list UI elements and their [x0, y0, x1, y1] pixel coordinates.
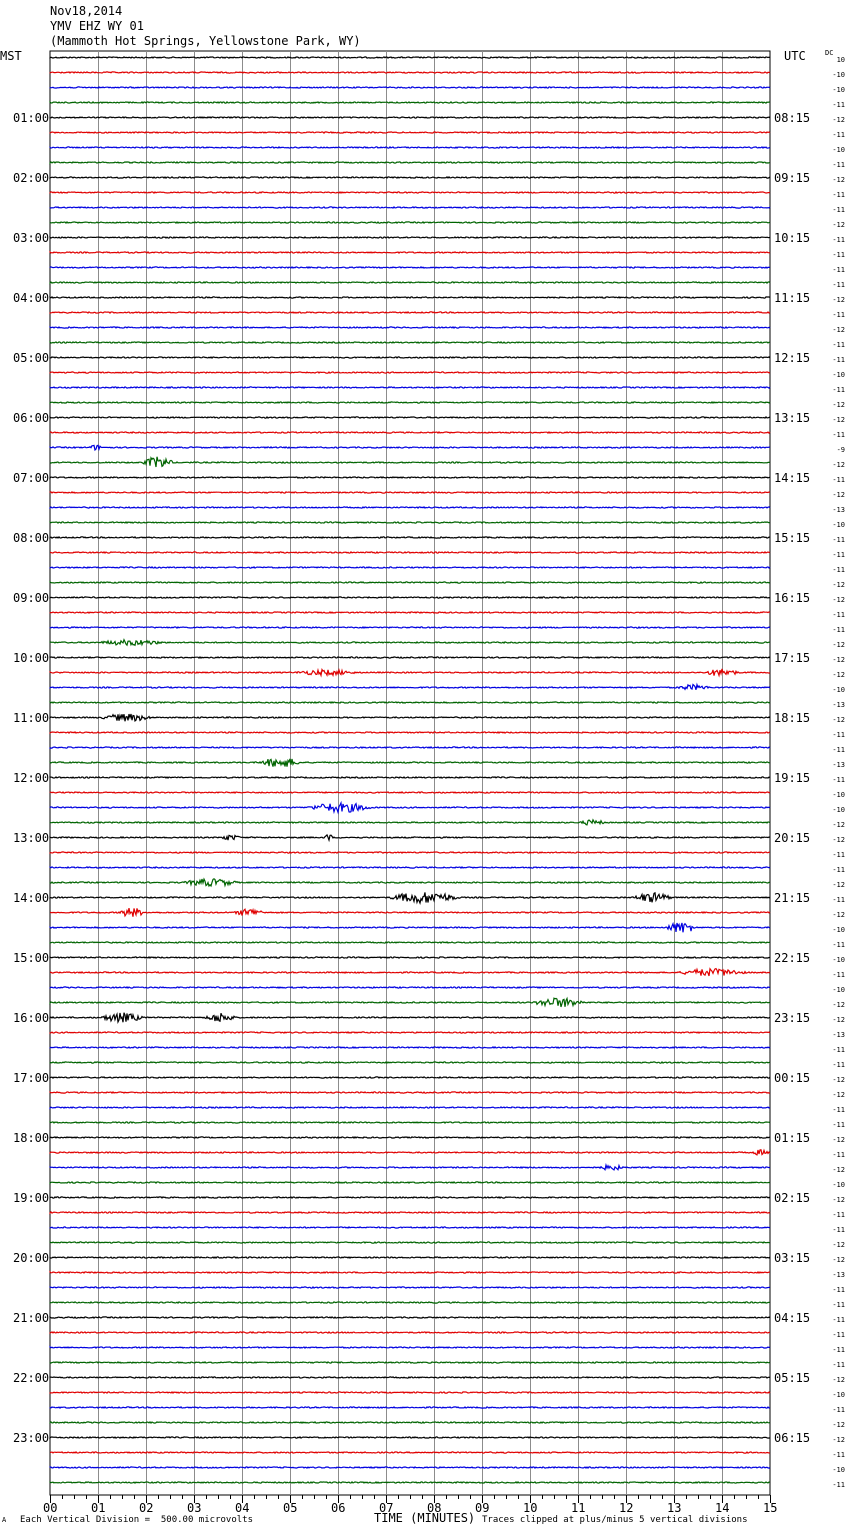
dc-offset-label: -12: [832, 460, 845, 469]
trace-line: [50, 1150, 770, 1155]
trace-line: [50, 567, 770, 568]
dc-offset-label: -11: [832, 310, 845, 319]
dc-offset-label: -12: [832, 400, 845, 409]
dc-offset-label: -11: [832, 550, 845, 559]
trace-line: [50, 1257, 770, 1258]
x-tick-label: 14: [715, 1501, 730, 1515]
dc-offset-label: -12: [832, 835, 845, 844]
dc-offset-label: -13: [832, 1270, 845, 1279]
station-location: (Mammoth Hot Springs, Yellowstone Park, WY): [50, 34, 361, 48]
dc-offset-label: -12: [832, 595, 845, 604]
dc-offset-label: -12: [832, 1375, 845, 1384]
dc-offset-label: -12: [832, 1165, 845, 1174]
trace-line: [50, 1302, 770, 1303]
trace-line: [50, 792, 770, 793]
dc-offset-label: -11: [832, 1330, 845, 1339]
trace-line: [50, 507, 770, 508]
trace-line: [50, 1077, 770, 1078]
dc-offset-label: -11: [832, 1480, 845, 1489]
trace-line: [50, 457, 770, 467]
right-hour-label: 03:15: [774, 1250, 811, 1265]
left-hour-label: 10:00: [13, 650, 50, 665]
dc-offset-label: -11: [832, 850, 845, 859]
trace-line: [50, 387, 770, 388]
trace-line: [50, 1092, 770, 1093]
dc-offset-label: -12: [832, 1075, 845, 1084]
division-note: Each Vertical Division = 500.00 microvolts: [20, 1515, 253, 1525]
trace-line: [50, 732, 770, 733]
dc-offset-label: -10: [832, 985, 845, 994]
dc-offset-label: -11: [832, 730, 845, 739]
trace-line: [50, 1272, 770, 1273]
plot-date: Nov18,2014: [50, 4, 123, 18]
left-hour-label: 17:00: [13, 1070, 50, 1085]
clip-note: Traces clipped at plus/minus 5 vertical divisions: [482, 1515, 748, 1525]
x-tick-label: 10: [523, 1501, 538, 1515]
dc-offset-label: -11: [832, 895, 845, 904]
dc-offset-label: -11: [832, 355, 845, 364]
trace-line: [50, 1422, 770, 1423]
trace-line: [50, 237, 770, 238]
trace-line: [50, 1047, 770, 1048]
dc-offset-label: -11: [832, 265, 845, 274]
left-hour-label: 12:00: [13, 770, 50, 785]
dc-offset-label: -12: [832, 1255, 845, 1264]
trace-line: [50, 342, 770, 343]
dc-offset-label: -12: [832, 295, 845, 304]
trace-line: [50, 714, 770, 721]
x-tick-label: 01: [91, 1501, 106, 1515]
right-hour-label: 09:15: [774, 170, 811, 185]
dc-offset-label: -12: [832, 655, 845, 664]
dc-offset-label: -11: [832, 475, 845, 484]
x-tick-label: 04: [235, 1501, 250, 1515]
left-hour-label: 18:00: [13, 1130, 50, 1145]
left-hour-label: 20:00: [13, 1250, 50, 1265]
trace-line: [50, 1437, 770, 1438]
trace-line: [50, 1032, 770, 1033]
trace-line: [50, 923, 770, 932]
dc-offset-label: -10: [832, 805, 845, 814]
x-tick-label: 09: [475, 1501, 490, 1515]
left-hour-label: 04:00: [13, 290, 50, 305]
trace-line: [50, 102, 770, 103]
station-name: YMV EHZ WY 01: [50, 19, 144, 33]
dc-offset-label: -12: [832, 115, 845, 124]
left-hour-label: 05:00: [13, 350, 50, 365]
dc-offset-label: -11: [832, 160, 845, 169]
left-hour-label: 09:00: [13, 590, 50, 605]
dc-offset-label: -11: [832, 100, 845, 109]
dc-offset-label: -12: [832, 880, 845, 889]
left-hour-label: 21:00: [13, 1310, 50, 1325]
dc-offset-label: -9: [836, 445, 845, 454]
dc-offset-label: -11: [832, 430, 845, 439]
trace-line: [50, 327, 770, 328]
left-hour-label: 06:00: [13, 410, 50, 425]
trace-line: [50, 222, 770, 223]
dc-offset-label: -11: [832, 610, 845, 619]
dc-offset-label: -11: [832, 1315, 845, 1324]
trace-line: [50, 1467, 770, 1468]
dc-offset-label: -11: [832, 745, 845, 754]
left-hour-label: 16:00: [13, 1010, 50, 1025]
x-tick-label: 11: [571, 1501, 586, 1515]
trace-line: [50, 267, 770, 268]
left-hour-label: 22:00: [13, 1370, 50, 1385]
dc-offset-label: -12: [832, 1090, 845, 1099]
dc-offset-label: -12: [832, 1420, 845, 1429]
trace-line: [50, 357, 770, 358]
dc-offset-label: -12: [832, 175, 845, 184]
dc-offset-label: -10: [832, 955, 845, 964]
trace-line: [50, 657, 770, 658]
trace-line: [50, 612, 770, 613]
dc-offset-label: -11: [832, 565, 845, 574]
dc-offset-label: -11: [832, 1360, 845, 1369]
dc-offset-label: -10: [832, 70, 845, 79]
trace-line: [50, 685, 770, 690]
dc-offset-label: -11: [832, 775, 845, 784]
right-hour-label: 16:15: [774, 590, 811, 605]
dc-offset-label: -11: [832, 130, 845, 139]
dc-offset-label: -12: [832, 1015, 845, 1024]
trace-line: [50, 942, 770, 943]
dc-offset-label: -13: [832, 1030, 845, 1039]
right-hour-label: 15:15: [774, 530, 811, 545]
trace-line: [50, 522, 770, 523]
dc-offset-label: -13: [832, 505, 845, 514]
trace-line: [50, 177, 770, 178]
x-tick-label: 13: [667, 1501, 682, 1515]
dc-offset-label: -11: [832, 1120, 845, 1129]
trace-line: [50, 1452, 770, 1453]
dc-offset-label: -12: [832, 715, 845, 724]
dc-offset-label: -10: [832, 925, 845, 934]
trace-line: [50, 957, 770, 958]
dc-offset-label: -12: [832, 1240, 845, 1249]
dc-offset-label: -11: [832, 1405, 845, 1414]
right-hour-label: 00:15: [774, 1070, 811, 1085]
dc-offset-label: -12: [832, 1435, 845, 1444]
trace-line: [50, 1392, 770, 1393]
trace-line: [50, 640, 770, 646]
dc-offset-label: -10: [832, 1465, 845, 1474]
trace-line: [50, 57, 770, 58]
left-axis-label: MST: [0, 49, 22, 63]
x-tick-label: 07: [379, 1501, 394, 1515]
dc-offset-label: -11: [832, 865, 845, 874]
trace-line: [50, 1242, 770, 1243]
trace-line: [50, 1332, 770, 1333]
dc-offset-label: -12: [832, 220, 845, 229]
trace-line: [50, 1377, 770, 1378]
x-tick-label: 12: [619, 1501, 634, 1515]
trace-line: [50, 1137, 770, 1138]
right-hour-label: 05:15: [774, 1370, 811, 1385]
dc-offset-label: -13: [832, 760, 845, 769]
right-hour-label: 11:15: [774, 290, 811, 305]
dc-offset-label: -12: [832, 670, 845, 679]
dc-offset-label: -11: [832, 1345, 845, 1354]
trace-line: [50, 477, 770, 478]
trace-line: [50, 669, 770, 676]
trace-line: [50, 402, 770, 403]
trace-line: [50, 432, 770, 433]
trace-line: [50, 702, 770, 703]
dc-offset-label: -11: [832, 535, 845, 544]
dc-offset-label: -11: [832, 205, 845, 214]
trace-line: [50, 252, 770, 253]
left-hour-label: 02:00: [13, 170, 50, 185]
dc-offset-label: -11: [832, 1060, 845, 1069]
dc-offset-label: -12: [832, 325, 845, 334]
trace-line: [50, 852, 770, 853]
trace-line: [50, 1317, 770, 1318]
dc-offset-label: -11: [832, 190, 845, 199]
x-tick-label: 15: [763, 1501, 778, 1515]
trace-line: [50, 1482, 770, 1483]
dc-offset-label: -10: [832, 85, 845, 94]
trace-line: [50, 1407, 770, 1408]
dc-offset-label: -12: [832, 490, 845, 499]
x-tick-label: 05: [283, 1501, 298, 1515]
x-tick-label: 06: [331, 1501, 346, 1515]
trace-line: [50, 1227, 770, 1228]
x-tick-label: 02: [139, 1501, 154, 1515]
right-hour-label: 21:15: [774, 890, 811, 905]
dc-offset-label: -11: [832, 1045, 845, 1054]
dc-offset-label: -12: [832, 1135, 845, 1144]
trace-line: [50, 835, 770, 840]
right-hour-label: 17:15: [774, 650, 811, 665]
trace-line: [50, 282, 770, 283]
dc-offset-label: -13: [832, 700, 845, 709]
dc-offset-label: -10: [832, 685, 845, 694]
trace-line: [50, 207, 770, 208]
trace-line: [50, 867, 770, 868]
trace-line: [50, 492, 770, 493]
left-hour-label: 01:00: [13, 110, 50, 125]
dc-offset-label: -11: [832, 1210, 845, 1219]
right-hour-label: 14:15: [774, 470, 811, 485]
dc-offset-label: -12: [832, 1000, 845, 1009]
trace-line: [50, 820, 770, 825]
dc-offset-label: -11: [832, 970, 845, 979]
dc-offset-label: -10: [832, 370, 845, 379]
right-hour-label: 20:15: [774, 830, 811, 845]
dc-offset-label: -12: [832, 640, 845, 649]
trace-line: [50, 879, 770, 886]
left-hour-label: 19:00: [13, 1190, 50, 1205]
dc-offset-label: -12: [832, 1195, 845, 1204]
dc-offset-label: -11: [832, 1450, 845, 1459]
x-tick-label: 08: [427, 1501, 442, 1515]
x-tick-label: 03: [187, 1501, 202, 1515]
corner-mark: A: [2, 1516, 7, 1524]
dc-offset-label: -10: [832, 145, 845, 154]
right-hour-label: 12:15: [774, 350, 811, 365]
trace-line: [50, 552, 770, 553]
right-hour-label: 08:15: [774, 110, 811, 125]
left-hour-label: 07:00: [13, 470, 50, 485]
trace-line: [50, 803, 770, 812]
trace-line: [50, 87, 770, 88]
dc-offset-label: -12: [832, 580, 845, 589]
trace-line: [50, 117, 770, 118]
dc-label: DC: [825, 49, 834, 57]
dc-offset-label: -10: [832, 520, 845, 529]
trace-line: [50, 1062, 770, 1063]
trace-line: [50, 417, 770, 418]
right-hour-label: 01:15: [774, 1130, 811, 1145]
trace-line: [50, 1347, 770, 1348]
trace-line: [50, 582, 770, 583]
left-hour-label: 23:00: [13, 1430, 50, 1445]
trace-line: [50, 597, 770, 598]
trace-line: [50, 627, 770, 628]
trace-line: [50, 969, 770, 976]
dc-offset-label: -11: [832, 1225, 845, 1234]
dc-offset-label: -11: [832, 235, 845, 244]
trace-line: [50, 987, 770, 988]
dc-offset-label: -10: [832, 790, 845, 799]
dc-offset-label: -11: [832, 250, 845, 259]
right-hour-label: 10:15: [774, 230, 811, 245]
dc-offset-label: -11: [832, 340, 845, 349]
trace-line: [50, 1197, 770, 1198]
right-hour-label: 13:15: [774, 410, 811, 425]
trace-line: [50, 1182, 770, 1183]
trace-line: [50, 1287, 770, 1288]
trace-line: [50, 1212, 770, 1213]
dc-offset-label: -12: [832, 910, 845, 919]
trace-line: [50, 147, 770, 148]
x-axis-title: TIME (MINUTES): [374, 1511, 476, 1525]
left-hour-label: 03:00: [13, 230, 50, 245]
left-hour-label: 08:00: [13, 530, 50, 545]
dc-offset-label: -11: [832, 280, 845, 289]
trace-line: [50, 1107, 770, 1108]
right-hour-label: 04:15: [774, 1310, 811, 1325]
trace-line: [50, 1013, 770, 1023]
dc-offset-label: -12: [832, 415, 845, 424]
trace-line: [50, 1122, 770, 1123]
trace-line: [50, 908, 770, 917]
dc-offset-label: -11: [832, 1150, 845, 1159]
dc-offset-label: -12: [832, 820, 845, 829]
trace-line: [50, 312, 770, 313]
trace-line: [50, 162, 770, 163]
trace-line: [50, 537, 770, 538]
dc-offset-label: -11: [832, 625, 845, 634]
trace-line: [50, 1165, 770, 1170]
trace-line: [50, 777, 770, 778]
trace-line: [50, 372, 770, 373]
right-axis-label: UTC: [784, 49, 806, 63]
trace-line: [50, 892, 770, 903]
trace-line: [50, 132, 770, 133]
right-hour-label: 22:15: [774, 950, 811, 965]
trace-line: [50, 747, 770, 748]
left-hour-label: 14:00: [13, 890, 50, 905]
trace-line: [50, 759, 770, 767]
dc-offset-label: -11: [832, 1300, 845, 1309]
trace-line: [50, 445, 770, 450]
dc-offset-label: -11: [832, 940, 845, 949]
right-hour-label: 02:15: [774, 1190, 811, 1205]
dc-offset-label: -11: [832, 1105, 845, 1114]
dc-offset-label: 10: [836, 55, 845, 64]
right-hour-label: 18:15: [774, 710, 811, 725]
right-hour-label: 19:15: [774, 770, 811, 785]
left-hour-label: 11:00: [13, 710, 50, 725]
x-tick-label: 00: [43, 1501, 58, 1515]
left-hour-label: 15:00: [13, 950, 50, 965]
trace-line: [50, 998, 770, 1007]
dc-offset-label: -11: [832, 1285, 845, 1294]
right-hour-label: 23:15: [774, 1010, 811, 1025]
right-hour-label: 06:15: [774, 1430, 811, 1445]
trace-line: [50, 297, 770, 298]
trace-line: [50, 1362, 770, 1363]
dc-offset-label: -10: [832, 1390, 845, 1399]
dc-offset-label: -11: [832, 385, 845, 394]
dc-offset-label: -10: [832, 1180, 845, 1189]
left-hour-label: 13:00: [13, 830, 50, 845]
trace-line: [50, 72, 770, 73]
trace-line: [50, 192, 770, 193]
